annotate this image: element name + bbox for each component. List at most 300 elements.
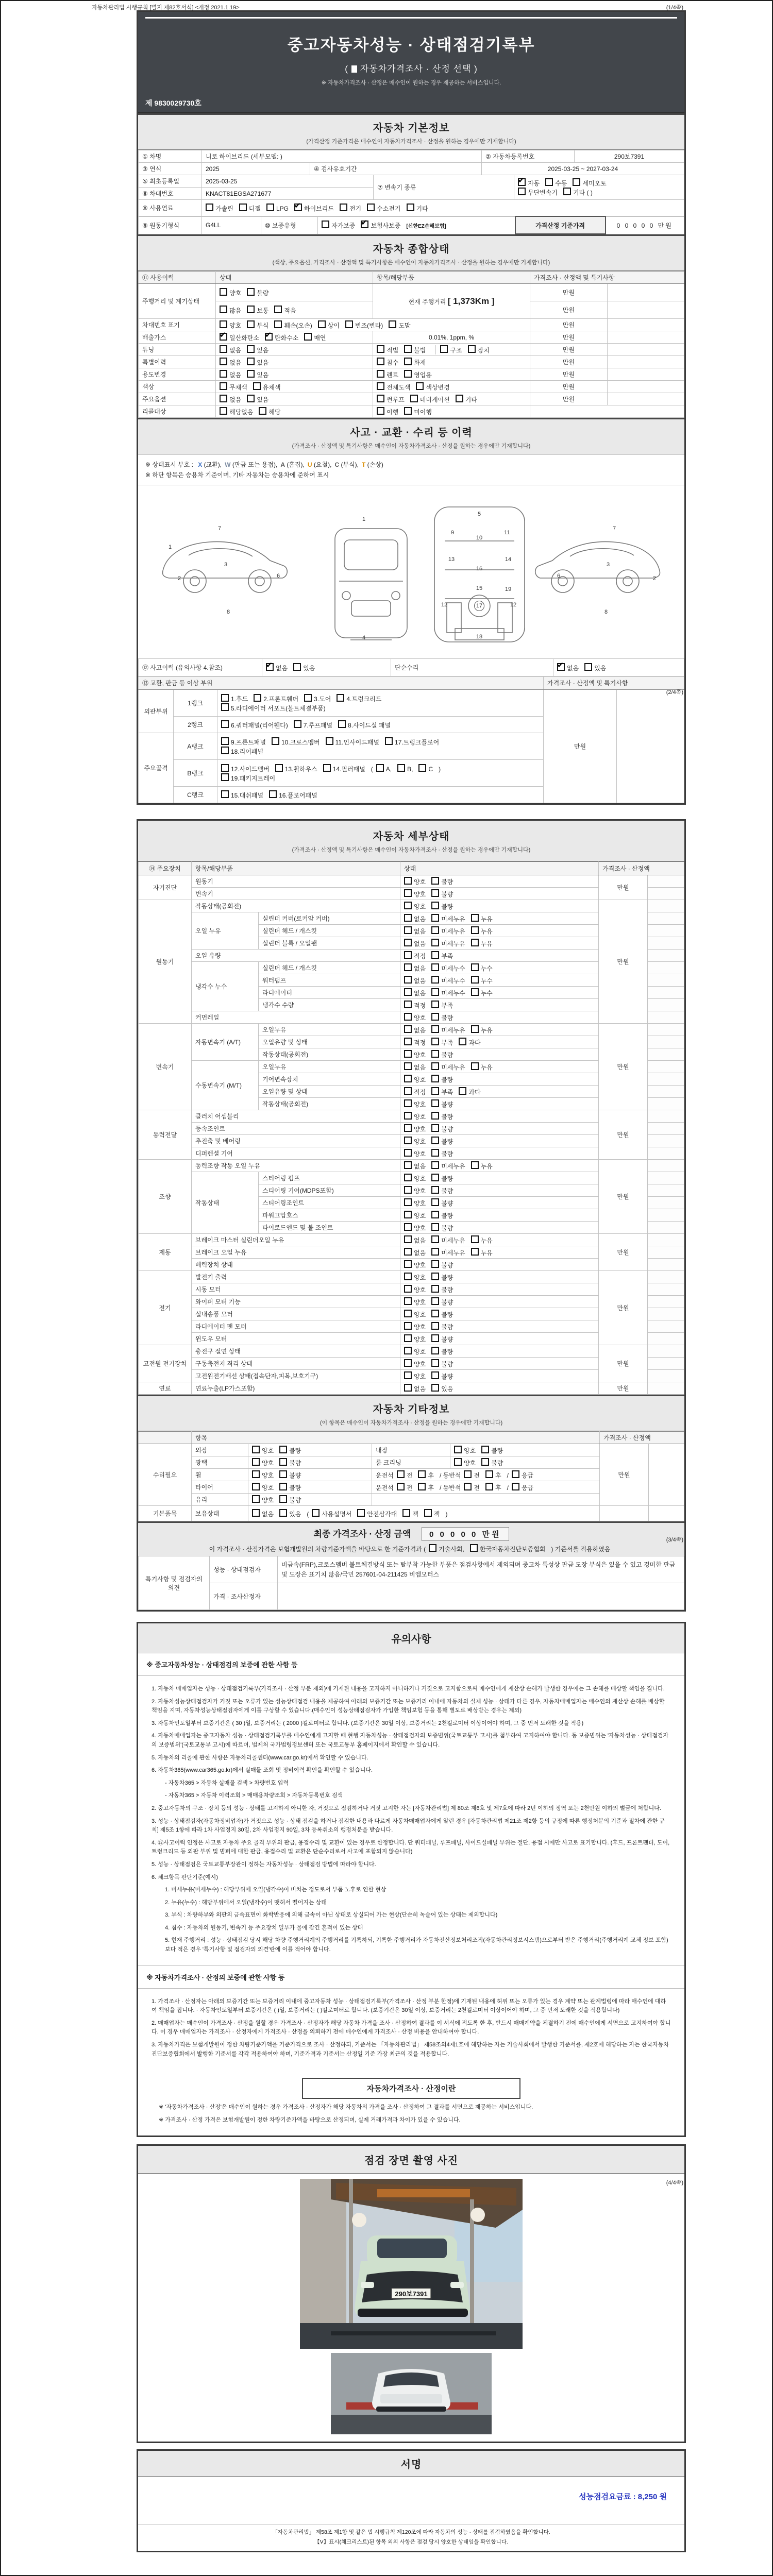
checkbox-option[interactable] xyxy=(470,1544,546,1553)
checkbox-icon[interactable] xyxy=(304,694,312,702)
checkbox-icon[interactable] xyxy=(404,1260,412,1268)
checkbox-option[interactable] xyxy=(326,737,379,747)
checkbox-option[interactable] xyxy=(221,764,270,773)
checkbox-icon[interactable] xyxy=(431,1050,439,1058)
checkbox-option[interactable] xyxy=(220,333,259,342)
checkbox-option[interactable] xyxy=(269,790,317,800)
checkbox-option[interactable] xyxy=(431,1099,453,1109)
checkbox-option[interactable] xyxy=(404,358,426,367)
checkbox-icon[interactable] xyxy=(431,1025,439,1033)
checkbox-icon[interactable] xyxy=(404,1099,412,1107)
checkbox-option[interactable] xyxy=(404,939,426,948)
checkbox-option[interactable] xyxy=(431,1260,453,1269)
checkbox-option[interactable] xyxy=(247,288,268,297)
checkbox-option[interactable] xyxy=(279,1458,301,1467)
checkbox-icon[interactable] xyxy=(459,1038,466,1045)
checkbox-icon[interactable] xyxy=(431,1347,439,1354)
checkbox-option[interactable] xyxy=(279,1483,301,1492)
checkbox-option[interactable] xyxy=(431,1334,453,1344)
checkbox-option[interactable] xyxy=(252,1446,274,1455)
checkbox-option[interactable] xyxy=(274,320,312,330)
checkbox-icon[interactable] xyxy=(220,382,227,390)
checkbox-icon[interactable] xyxy=(431,1384,439,1392)
checkbox-option[interactable] xyxy=(404,1174,426,1183)
checkbox-icon[interactable] xyxy=(431,1112,439,1120)
checkbox-option[interactable] xyxy=(404,963,426,973)
checkbox-option[interactable] xyxy=(471,926,493,936)
checkbox-option[interactable] xyxy=(376,764,392,773)
checkbox-icon[interactable] xyxy=(377,382,384,390)
checkbox-icon[interactable] xyxy=(431,1075,439,1082)
checkbox-icon[interactable] xyxy=(239,204,247,211)
checkbox-option[interactable] xyxy=(404,976,426,985)
checkbox-icon[interactable] xyxy=(404,963,412,971)
checkbox-option[interactable] xyxy=(404,345,426,354)
checkbox-option[interactable] xyxy=(220,395,241,404)
checkbox-icon[interactable] xyxy=(584,663,592,671)
checkbox-icon[interactable] xyxy=(377,370,384,378)
checkbox-option[interactable] xyxy=(584,663,606,672)
checked-checkbox-icon[interactable] xyxy=(557,663,565,671)
checkbox-icon[interactable] xyxy=(247,306,255,313)
checkbox-option[interactable] xyxy=(404,1013,426,1022)
checkbox-option[interactable] xyxy=(221,720,288,730)
checkbox-option[interactable] xyxy=(220,358,241,367)
checkbox-icon[interactable] xyxy=(431,1235,439,1243)
checkbox-option[interactable] xyxy=(402,1509,418,1518)
checkbox-icon[interactable] xyxy=(404,988,412,996)
checkbox-option[interactable] xyxy=(247,345,268,354)
checkbox-icon[interactable] xyxy=(279,1446,287,1453)
checkbox-icon[interactable] xyxy=(424,1509,432,1517)
checkbox-option[interactable] xyxy=(252,1509,274,1518)
checkbox-option[interactable] xyxy=(407,204,428,213)
checkbox-icon[interactable] xyxy=(247,370,255,378)
checkbox-option[interactable] xyxy=(404,1235,426,1245)
checkbox-icon[interactable] xyxy=(272,737,279,745)
checkbox-option[interactable] xyxy=(221,747,263,756)
checkbox-option[interactable] xyxy=(431,1013,453,1022)
checkbox-icon[interactable] xyxy=(404,1186,412,1194)
checkbox-option[interactable] xyxy=(357,1509,397,1518)
checkbox-option[interactable] xyxy=(221,694,248,703)
checkbox-icon[interactable] xyxy=(404,1334,412,1342)
checkbox-icon[interactable] xyxy=(545,178,553,186)
checkbox-option[interactable] xyxy=(431,1322,453,1331)
checkbox-icon[interactable] xyxy=(279,1458,287,1466)
checkbox-icon[interactable] xyxy=(279,1509,287,1517)
checkbox-icon[interactable] xyxy=(252,1446,260,1453)
checkbox-icon[interactable] xyxy=(431,1371,439,1379)
checkbox-option[interactable] xyxy=(431,1198,453,1208)
checkbox-option[interactable] xyxy=(275,764,317,773)
checkbox-option[interactable] xyxy=(404,407,432,416)
checkbox-icon[interactable] xyxy=(512,1470,519,1478)
checkbox-icon[interactable] xyxy=(404,1025,412,1033)
checkbox-option[interactable] xyxy=(431,902,453,911)
checkbox-option[interactable] xyxy=(471,914,493,923)
checkbox-icon[interactable] xyxy=(220,370,227,378)
checkbox-option[interactable] xyxy=(247,395,268,404)
checkbox-icon[interactable] xyxy=(397,1470,405,1478)
checkbox-option[interactable] xyxy=(471,1248,493,1257)
checkbox-icon[interactable] xyxy=(404,345,412,353)
checkbox-option[interactable] xyxy=(404,1137,426,1146)
checkbox-option[interactable] xyxy=(404,1285,426,1294)
checkbox-icon[interactable] xyxy=(247,395,255,402)
checkbox-icon[interactable] xyxy=(485,1470,493,1478)
checkbox-option[interactable] xyxy=(404,1050,426,1059)
checkbox-icon[interactable] xyxy=(221,764,229,772)
checkbox-option[interactable] xyxy=(220,320,241,330)
checkbox-option[interactable] xyxy=(252,1495,274,1504)
checkbox-icon[interactable] xyxy=(431,914,439,922)
checkbox-option[interactable] xyxy=(404,1149,426,1158)
checkbox-icon[interactable] xyxy=(404,1038,412,1045)
checkbox-option[interactable] xyxy=(404,1260,426,1269)
checkbox-option[interactable] xyxy=(404,1322,426,1331)
checkbox-icon[interactable] xyxy=(404,877,412,885)
checkbox-option[interactable] xyxy=(431,1075,453,1084)
checkbox-option[interactable] xyxy=(279,1509,301,1518)
checked-checkbox-icon[interactable] xyxy=(294,204,302,211)
checkbox-icon[interactable] xyxy=(274,306,282,313)
checkbox-option[interactable] xyxy=(459,1087,480,1096)
checkbox-option[interactable] xyxy=(404,1223,426,1232)
checkbox-option[interactable] xyxy=(431,1285,453,1294)
checkbox-icon[interactable] xyxy=(431,1273,439,1280)
checked-checkbox-icon[interactable] xyxy=(266,663,274,671)
checkbox-icon[interactable] xyxy=(385,737,393,745)
checkbox-option[interactable] xyxy=(404,1124,426,1133)
checkbox-icon[interactable] xyxy=(253,382,261,390)
checkbox-icon[interactable] xyxy=(247,358,255,365)
checkbox-icon[interactable] xyxy=(404,1062,412,1070)
checkbox-option[interactable] xyxy=(338,720,391,730)
checkbox-icon[interactable] xyxy=(345,320,353,328)
checkbox-option[interactable] xyxy=(431,1137,453,1146)
checkbox-option[interactable] xyxy=(431,1149,453,1158)
checkbox-option[interactable] xyxy=(431,1347,453,1356)
checkbox-option[interactable] xyxy=(385,737,439,747)
checkbox-icon[interactable] xyxy=(464,1470,472,1478)
checkbox-option[interactable] xyxy=(431,889,453,899)
checkbox-icon[interactable] xyxy=(404,1211,412,1218)
checkbox-option[interactable] xyxy=(221,737,266,747)
checkbox-icon[interactable] xyxy=(471,1062,479,1070)
checkbox-option[interactable] xyxy=(431,1038,453,1047)
checkbox-option[interactable] xyxy=(404,1359,426,1368)
checkbox-icon[interactable] xyxy=(431,939,439,946)
checkbox-option[interactable] xyxy=(431,1359,453,1368)
checkbox-icon[interactable] xyxy=(431,1322,439,1330)
checkbox-icon[interactable] xyxy=(402,1509,410,1517)
checkbox-option[interactable] xyxy=(404,1112,426,1121)
checkbox-icon[interactable] xyxy=(274,320,282,328)
checkbox-option[interactable] xyxy=(247,320,268,330)
checkbox-option[interactable] xyxy=(377,395,405,404)
checkbox-option[interactable] xyxy=(377,407,398,416)
checkbox-option[interactable] xyxy=(454,1446,476,1455)
checkbox-option[interactable] xyxy=(518,188,558,197)
checkbox-icon[interactable] xyxy=(220,320,227,328)
checkbox-icon[interactable] xyxy=(293,663,301,671)
checkbox-option[interactable] xyxy=(431,1001,453,1010)
checkbox-option[interactable] xyxy=(361,221,400,230)
checkbox-icon[interactable] xyxy=(518,188,526,195)
checkbox-icon[interactable] xyxy=(512,1483,519,1490)
checkbox-icon[interactable] xyxy=(220,407,227,415)
checkbox-icon[interactable] xyxy=(431,1198,439,1206)
checkbox-icon[interactable] xyxy=(404,1161,412,1169)
checkbox-icon[interactable] xyxy=(252,1458,260,1466)
checkbox-icon[interactable] xyxy=(485,1483,493,1490)
checkbox-icon[interactable] xyxy=(431,1285,439,1293)
checkbox-option[interactable] xyxy=(471,1161,493,1171)
checkbox-icon[interactable] xyxy=(397,1483,405,1490)
checkbox-icon[interactable] xyxy=(247,288,255,296)
checkbox-option[interactable] xyxy=(481,1458,503,1467)
checkbox-option[interactable] xyxy=(247,358,268,367)
checkbox-icon[interactable] xyxy=(470,1544,478,1552)
checkbox-option[interactable] xyxy=(431,939,465,948)
checkbox-option[interactable] xyxy=(404,1297,426,1307)
checkbox-icon[interactable] xyxy=(318,320,326,328)
checkbox-option[interactable] xyxy=(247,370,268,379)
checkbox-option[interactable] xyxy=(293,663,315,672)
checkbox-option[interactable] xyxy=(397,1470,413,1480)
checkbox-icon[interactable] xyxy=(279,1483,287,1490)
checkbox-icon[interactable] xyxy=(431,1310,439,1317)
checkbox-option[interactable] xyxy=(563,188,593,197)
checkbox-option[interactable] xyxy=(464,1470,480,1480)
checkbox-option[interactable] xyxy=(254,694,298,703)
checkbox-icon[interactable] xyxy=(304,333,312,341)
checkbox-icon[interactable] xyxy=(418,1470,426,1478)
checkbox-option[interactable] xyxy=(471,1235,493,1245)
checkbox-option[interactable] xyxy=(272,737,320,747)
checkbox-icon[interactable] xyxy=(404,1347,412,1354)
checkbox-icon[interactable] xyxy=(431,877,439,885)
checkbox-icon[interactable] xyxy=(252,1483,260,1490)
checkbox-option[interactable] xyxy=(252,1470,274,1480)
checkbox-option[interactable] xyxy=(221,703,326,713)
checkbox-icon[interactable] xyxy=(337,694,344,702)
checkbox-icon[interactable] xyxy=(431,1248,439,1256)
checkbox-icon[interactable] xyxy=(481,1446,489,1453)
checkbox-icon[interactable] xyxy=(220,306,227,313)
checkbox-icon[interactable] xyxy=(404,370,412,378)
checkbox-option[interactable] xyxy=(404,1198,426,1208)
checkbox-icon[interactable] xyxy=(471,926,479,934)
checkbox-icon[interactable] xyxy=(279,1495,287,1503)
checkbox-icon[interactable] xyxy=(431,1038,439,1045)
checkbox-option[interactable] xyxy=(431,1087,453,1096)
checkbox-option[interactable] xyxy=(429,1544,464,1553)
checkbox-icon[interactable] xyxy=(431,902,439,909)
checkbox-option[interactable] xyxy=(404,1248,426,1257)
checkbox-icon[interactable] xyxy=(431,951,439,959)
checkbox-option[interactable] xyxy=(431,926,465,936)
checkbox-icon[interactable] xyxy=(464,1483,472,1490)
checkbox-icon[interactable] xyxy=(323,764,331,772)
checked-checkbox-icon[interactable] xyxy=(518,178,526,186)
checkbox-icon[interactable] xyxy=(431,1260,439,1268)
checkbox-option[interactable] xyxy=(404,889,426,899)
checkbox-option[interactable] xyxy=(512,1470,533,1480)
checkbox-option[interactable] xyxy=(431,1161,465,1171)
checkbox-icon[interactable] xyxy=(431,1149,439,1157)
checkbox-option[interactable] xyxy=(265,333,298,342)
checkbox-icon[interactable] xyxy=(220,358,227,365)
checkbox-option[interactable] xyxy=(404,1211,426,1220)
checkbox-option[interactable] xyxy=(440,345,462,354)
checkbox-option[interactable] xyxy=(459,1038,480,1047)
checkbox-option[interactable] xyxy=(279,1470,301,1480)
checkbox-icon[interactable] xyxy=(206,204,213,211)
checkbox-option[interactable] xyxy=(431,988,465,997)
checkbox-option[interactable] xyxy=(431,976,465,985)
checkbox-option[interactable] xyxy=(410,395,450,404)
checkbox-option[interactable] xyxy=(431,1297,453,1307)
checkbox-icon[interactable] xyxy=(471,1025,479,1033)
checkbox-icon[interactable] xyxy=(431,1359,439,1367)
checkbox-icon[interactable] xyxy=(404,1235,412,1243)
checkbox-icon[interactable] xyxy=(377,345,384,353)
checkbox-icon[interactable] xyxy=(471,1235,479,1243)
checkbox-option[interactable] xyxy=(431,1384,453,1393)
checkbox-option[interactable] xyxy=(471,939,493,948)
checkbox-icon[interactable] xyxy=(471,976,479,984)
checkbox-icon[interactable] xyxy=(404,1050,412,1058)
checkbox-icon[interactable] xyxy=(266,204,274,211)
checkbox-icon[interactable] xyxy=(429,1544,436,1552)
checkbox-icon[interactable] xyxy=(471,1161,479,1169)
checkbox-icon[interactable] xyxy=(404,407,412,415)
checkbox-option[interactable] xyxy=(404,1038,426,1047)
checkbox-icon[interactable] xyxy=(440,345,448,353)
checkbox-option[interactable] xyxy=(431,1310,453,1319)
checkbox-icon[interactable] xyxy=(431,1124,439,1132)
checkbox-option[interactable] xyxy=(337,694,381,703)
checkbox-icon[interactable] xyxy=(221,790,229,798)
checkbox-option[interactable] xyxy=(377,382,410,392)
checkbox-option[interactable] xyxy=(512,1483,533,1492)
checkbox-option[interactable] xyxy=(404,1384,426,1393)
checkbox-icon[interactable] xyxy=(221,737,229,745)
checkbox-icon[interactable] xyxy=(416,382,424,390)
checkbox-icon[interactable] xyxy=(418,764,426,772)
checkbox-option[interactable] xyxy=(404,988,426,997)
checkbox-option[interactable] xyxy=(573,178,606,188)
checkbox-option[interactable] xyxy=(404,926,426,936)
checkbox-option[interactable] xyxy=(220,370,241,379)
checkbox-option[interactable] xyxy=(404,1371,426,1381)
checkbox-option[interactable] xyxy=(294,204,334,213)
checkbox-icon[interactable] xyxy=(431,1186,439,1194)
checkbox-icon[interactable] xyxy=(404,1174,412,1181)
checkbox-option[interactable] xyxy=(253,382,281,392)
checkbox-option[interactable] xyxy=(431,1174,453,1183)
checkbox-option[interactable] xyxy=(322,221,355,230)
checkbox-icon[interactable] xyxy=(404,1198,412,1206)
checkbox-option[interactable] xyxy=(404,951,426,960)
checkbox-option[interactable] xyxy=(274,306,296,315)
checkbox-option[interactable] xyxy=(431,1248,465,1257)
checkbox-icon[interactable] xyxy=(431,1297,439,1305)
checkbox-option[interactable] xyxy=(454,1458,476,1467)
checkbox-icon[interactable] xyxy=(221,720,229,728)
checkbox-option[interactable] xyxy=(404,1161,426,1171)
checkbox-option[interactable] xyxy=(318,320,340,330)
checkbox-icon[interactable] xyxy=(573,178,580,186)
checkbox-option[interactable] xyxy=(485,1470,501,1480)
checkbox-option[interactable] xyxy=(471,1025,493,1035)
checkbox-icon[interactable] xyxy=(404,1124,412,1132)
checkbox-option[interactable] xyxy=(404,902,426,911)
checkbox-option[interactable] xyxy=(416,382,449,392)
checkbox-option[interactable] xyxy=(252,1483,274,1492)
checkbox-option[interactable] xyxy=(252,1458,274,1467)
checkbox-icon[interactable] xyxy=(221,773,229,781)
checkbox-icon[interactable] xyxy=(431,1087,439,1095)
checkbox-icon[interactable] xyxy=(404,926,412,934)
checkbox-option[interactable] xyxy=(397,1483,413,1492)
checkbox-icon[interactable] xyxy=(404,1310,412,1317)
checkbox-icon[interactable] xyxy=(431,1099,439,1107)
checkbox-icon[interactable] xyxy=(254,694,261,702)
checkbox-icon[interactable] xyxy=(220,345,227,353)
checkbox-option[interactable] xyxy=(239,204,261,213)
checkbox-option[interactable] xyxy=(431,1211,453,1220)
checkbox-icon[interactable] xyxy=(454,1446,462,1453)
checkbox-icon[interactable] xyxy=(471,914,479,922)
checkbox-option[interactable] xyxy=(266,663,288,672)
checkbox-option[interactable] xyxy=(220,288,241,297)
checkbox-icon[interactable] xyxy=(431,988,439,996)
checkbox-icon[interactable] xyxy=(481,1458,489,1466)
checkbox-option[interactable] xyxy=(340,204,361,213)
checkbox-option[interactable] xyxy=(471,1062,493,1072)
checkbox-icon[interactable] xyxy=(404,1075,412,1082)
checkbox-icon[interactable] xyxy=(269,790,277,798)
checkbox-icon[interactable] xyxy=(404,358,412,365)
checked-checkbox-icon[interactable] xyxy=(220,333,227,341)
checkbox-option[interactable] xyxy=(404,1062,426,1072)
checkbox-option[interactable] xyxy=(431,1273,453,1282)
checkbox-icon[interactable] xyxy=(221,694,229,702)
checkbox-option[interactable] xyxy=(367,204,400,213)
checkbox-icon[interactable] xyxy=(404,1285,412,1293)
checkbox-icon[interactable] xyxy=(431,889,439,897)
checkbox-option[interactable] xyxy=(377,370,398,379)
checkbox-icon[interactable] xyxy=(404,1248,412,1256)
checkbox-icon[interactable] xyxy=(404,939,412,946)
checkbox-option[interactable] xyxy=(418,1483,434,1492)
checkbox-option[interactable] xyxy=(404,1273,426,1282)
checkbox-option[interactable] xyxy=(404,914,426,923)
checkbox-option[interactable] xyxy=(377,358,398,367)
checkbox-option[interactable] xyxy=(431,1112,453,1121)
checkbox-option[interactable] xyxy=(464,1483,480,1492)
checkbox-option[interactable] xyxy=(418,1470,434,1480)
checkbox-option[interactable] xyxy=(220,407,253,416)
checkbox-icon[interactable] xyxy=(404,976,412,984)
checkbox-icon[interactable] xyxy=(377,407,384,415)
checkbox-icon[interactable] xyxy=(220,288,227,296)
checkbox-icon[interactable] xyxy=(221,703,229,711)
checkbox-icon[interactable] xyxy=(471,988,479,996)
